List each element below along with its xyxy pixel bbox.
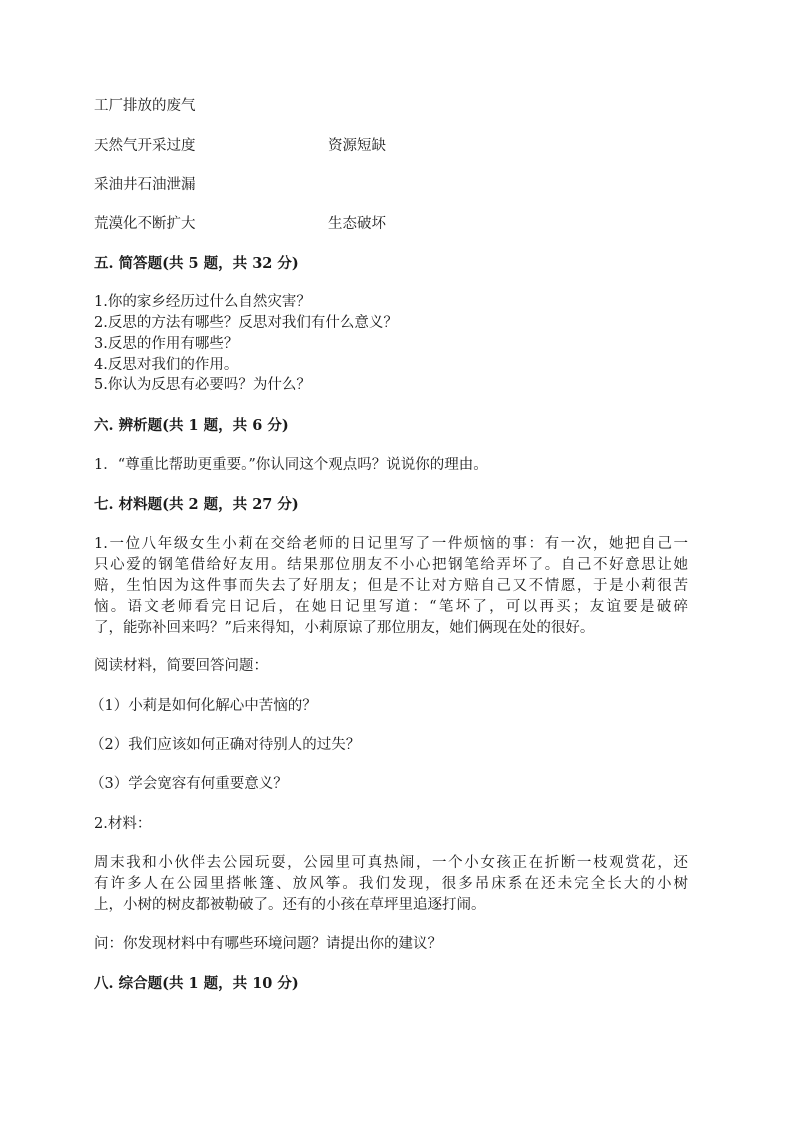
matching-item-1: 工厂排放的废气: [94, 98, 196, 114]
material-1-line: 1.一位八年级女生小莉在交给老师的日记里写了一件烦恼的事：有一次，她把自己一: [94, 536, 688, 552]
section-5-question-4: 4.反思对我们的作用。: [94, 357, 239, 373]
material-1-line: 只心爱的钢笔借给好友用。结果那位朋友不小心把钢笔给弄坏了。自己不好意思让她: [94, 557, 688, 573]
material-1-line: 了，能弥补回来吗？”后来得知，小莉原谅了那位朋友，她们俩现在处的很好。: [94, 620, 595, 636]
matching-option-2: 生态破坏: [328, 216, 386, 232]
material-2-line: 周末我和小伙伴去公园玩耍，公园里可真热闹，一个小女孩正在折断一枝观赏花，还: [94, 855, 688, 871]
material-1-line: 赔，生怕因为这件事而失去了好朋友；但是不让对方赔自己又不情愿，于是小莉很苦: [94, 578, 688, 594]
matching-item-3: 采油井石油泄漏: [94, 177, 196, 193]
matching-option-1: 资源短缺: [328, 138, 386, 154]
section-8-title: 八. 综合题(共 1 题，共 10 分): [94, 975, 299, 992]
section-6-question-1: 1．“尊重比帮助更重要。”你认同这个观点吗？说说你的理由。: [94, 457, 488, 473]
section-5-question-5: 5.你认为反思有必要吗？为什么？: [94, 377, 311, 393]
section-6-title: 六. 辨析题(共 1 题，共 6 分): [94, 417, 289, 434]
material-2-question: 问：你发现材料中有哪些环境问题？请提出你的建议？: [94, 936, 442, 952]
matching-item-2: 天然气开采过度: [94, 138, 196, 154]
section-5-question-1: 1.你的家乡经历过什么自然灾害？: [94, 294, 311, 310]
material-1-line: 恼。语文老师看完日记后，在她日记里写道：“笔坏了，可以再买；友谊要是破碎: [94, 599, 688, 615]
material-2-line: 上，小树的树皮都被勒破了。还有的小孩在草坪里追逐打闹。: [94, 897, 486, 913]
material-1-sub-question-2: （2）我们应该如何正确对待别人的过失？: [90, 737, 361, 753]
material-1-instruction: 阅读材料，简要回答问题：: [94, 658, 268, 674]
material-2-label: 2.材料：: [94, 816, 152, 832]
material-2-line: 有许多人在公园里搭帐篷、放风筝。我们发现，很多吊床系在还未完全长大的小树: [94, 876, 688, 892]
material-1-sub-question-3: （3）学会宽容有何重要意义？: [90, 776, 288, 792]
section-5-question-2: 2.反思的方法有哪些？反思对我们有什么意义？: [94, 315, 398, 331]
matching-item-4: 荒漠化不断扩大: [94, 216, 196, 232]
material-1-sub-question-1: （1）小莉是如何化解心中苦恼的？: [90, 698, 317, 714]
section-5-title: 五. 简答题(共 5 题，共 32 分): [94, 255, 299, 272]
section-7-title: 七. 材料题(共 2 题，共 27 分): [94, 496, 299, 513]
section-5-question-3: 3.反思的作用有哪些？: [94, 336, 239, 352]
